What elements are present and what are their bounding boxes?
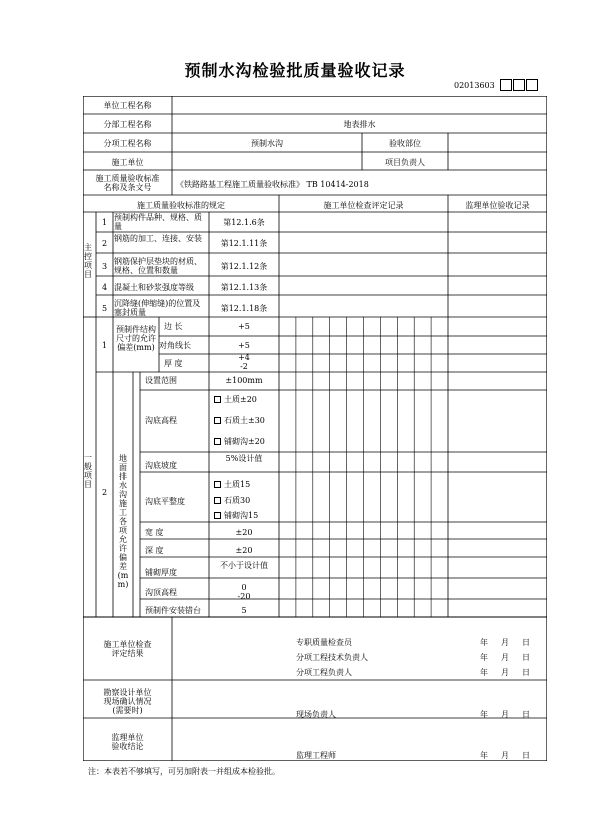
tolerance-option[interactable]: 石质30 xyxy=(214,496,250,505)
checkbox[interactable] xyxy=(214,481,221,488)
main-item-name: 钢筋保护层垫块的材质、规格、位置和数量 xyxy=(114,257,202,275)
tolerance-option[interactable]: 土质15 xyxy=(214,480,250,489)
survey-label-line1: 勘察设计单位 xyxy=(103,688,152,697)
general-item-no: 1 xyxy=(101,341,108,350)
date-day: 日 xyxy=(522,653,530,662)
code-box[interactable] xyxy=(526,79,538,91)
date-month: 月 xyxy=(501,638,509,647)
tolerance-name: 深 度 xyxy=(145,546,164,555)
supervision-record-header: 监理单位验收记录 xyxy=(465,201,530,210)
acceptance-form xyxy=(83,96,547,761)
general-item-name: 预制件结构尺寸的允许偏差(mm) xyxy=(116,325,156,352)
tolerance-name: 设置范围 xyxy=(145,376,177,385)
main-item-clause: 第12.1.12条 xyxy=(220,262,268,271)
main-item-clause: 第12.1.11条 xyxy=(220,239,268,248)
standard-label-line2: 名称及条文号 xyxy=(103,183,152,192)
tolerance-value: +5 xyxy=(238,341,250,350)
date-year: 年 xyxy=(480,653,488,662)
construction-unit-label: 施工单位 xyxy=(111,158,144,167)
code-box[interactable] xyxy=(500,79,512,91)
quality-inspector-label: 专职质量检查员 xyxy=(296,638,352,647)
tolerance-value-top: 0 xyxy=(241,583,247,592)
main-item-clause: 第12.1.6条 xyxy=(223,218,265,227)
tolerance-name: 边 长 xyxy=(164,322,183,331)
form-code-number: 02013603 xyxy=(454,80,495,90)
tolerance-name: 厚 度 xyxy=(164,359,183,368)
date-month: 月 xyxy=(501,653,509,662)
tolerance-name: 预制件安装错台 xyxy=(145,606,201,615)
main-item-no: 4 xyxy=(101,283,108,292)
tolerance-value: ±100mm xyxy=(225,376,263,385)
tolerance-option[interactable]: 石质土±30 xyxy=(214,416,265,425)
tolerance-value-bottom: -20 xyxy=(237,592,251,601)
construction-record-header: 施工单位检查评定记录 xyxy=(323,201,404,210)
tolerance-value: ±20 xyxy=(235,528,253,537)
checkbox[interactable] xyxy=(214,438,221,445)
main-item-no: 5 xyxy=(101,304,108,313)
date-day: 日 xyxy=(522,751,530,760)
tolerance-option[interactable]: 土质±20 xyxy=(214,395,257,404)
sub-division-label: 分部工程名称 xyxy=(103,120,152,129)
supervision-label-line1: 监理单位 xyxy=(111,733,144,742)
general-item-name: 地面排水沟施工各项允许偏差(mm) xyxy=(117,454,129,589)
tolerance-name: 沟底高程 xyxy=(145,416,177,425)
unit-project-field[interactable] xyxy=(172,96,547,114)
supervision-label-line2: 验收结论 xyxy=(111,742,144,751)
main-item-name: 预制构件品种、规格、质量 xyxy=(114,213,202,231)
unit-project-label: 单位工程名称 xyxy=(103,101,152,110)
main-control-label: 主控项目 xyxy=(84,243,92,279)
supervisor-label: 监理工程师 xyxy=(296,751,336,760)
date-year: 年 xyxy=(480,638,488,647)
page-title: 预制水沟检验批质量验收记录 xyxy=(184,61,406,80)
construction-check-label-line2: 评定结果 xyxy=(111,649,144,658)
date-day: 日 xyxy=(522,710,530,719)
tolerance-value: 不小于设计值 xyxy=(220,561,268,570)
tolerance-name: 沟底平整度 xyxy=(145,497,185,506)
checkbox[interactable] xyxy=(214,417,221,424)
checkbox[interactable] xyxy=(214,396,221,403)
main-item-clause: 第12.1.18条 xyxy=(220,304,268,313)
date-month: 月 xyxy=(501,751,509,760)
item-lead-label: 分项工程负责人 xyxy=(296,668,352,677)
tolerance-value: ±20 xyxy=(235,546,253,555)
spec-column-header: 施工质量验收标准的规定 xyxy=(137,201,225,210)
sub-item-value: 预制水沟 xyxy=(251,139,283,148)
tolerance-name: 对角线长 xyxy=(159,341,191,350)
general-label: 一般项目 xyxy=(84,453,92,489)
tolerance-value: 5%设计值 xyxy=(225,454,263,463)
tolerance-value-top: +4 xyxy=(238,353,250,362)
tolerance-value-bottom: -2 xyxy=(240,362,248,371)
technical-lead-label: 分项工程技术负责人 xyxy=(296,653,368,662)
site-lead-label: 现场负责人 xyxy=(296,710,336,719)
date-year: 年 xyxy=(480,751,488,760)
main-item-no: 2 xyxy=(101,239,108,248)
survey-label-line3: (需要时) xyxy=(112,706,143,715)
tolerance-name: 沟顶高程 xyxy=(145,588,177,597)
standard-label-line1: 施工质量验收标准 xyxy=(95,174,160,183)
sub-item-label: 分项工程名称 xyxy=(103,139,152,148)
construction-check-label-line1: 施工单位检查 xyxy=(103,640,152,649)
tolerance-name: 宽 度 xyxy=(145,528,164,537)
date-year: 年 xyxy=(480,668,488,677)
main-item-name: 混凝土和砂浆强度等级 xyxy=(114,283,194,292)
project-manager-label: 项目负责人 xyxy=(385,158,425,167)
date-month: 月 xyxy=(501,710,509,719)
tolerance-name: 铺砌厚度 xyxy=(145,568,177,577)
date-day: 日 xyxy=(522,638,530,647)
survey-label-line2: 现场确认情况 xyxy=(103,697,152,706)
main-item-name: 沉降缝(伸缩缝)的位置及塞封质量 xyxy=(114,299,201,317)
tolerance-option[interactable]: 铺砌沟±20 xyxy=(214,437,265,446)
date-day: 日 xyxy=(522,668,530,677)
main-item-no: 3 xyxy=(101,262,108,271)
main-item-no: 1 xyxy=(101,218,108,227)
sub-division-value: 地表排水 xyxy=(343,120,376,129)
checkbox[interactable] xyxy=(214,497,221,504)
tolerance-value: +5 xyxy=(238,322,250,331)
main-item-clause: 第12.1.13条 xyxy=(220,283,268,292)
tolerance-value: 5 xyxy=(241,606,247,615)
main-item-name: 钢筋的加工、连接、安装 xyxy=(114,234,202,243)
acceptance-part-label: 验收部位 xyxy=(389,139,421,148)
tolerance-name: 沟底坡度 xyxy=(145,461,177,470)
standard-value: 《铁路路基工程施工质量验收标准》 TB 10414-2018 xyxy=(176,180,369,189)
tolerance-option[interactable]: 铺砌沟15 xyxy=(214,511,258,520)
general-item-no: 2 xyxy=(101,488,108,497)
form-code xyxy=(454,78,538,92)
date-year: 年 xyxy=(480,710,488,719)
code-box[interactable] xyxy=(513,79,525,91)
footnote: 注：本表若不够填写，可另加附表一并组成本检验批。 xyxy=(88,767,280,776)
checkbox[interactable] xyxy=(214,512,221,519)
date-month: 月 xyxy=(501,668,509,677)
